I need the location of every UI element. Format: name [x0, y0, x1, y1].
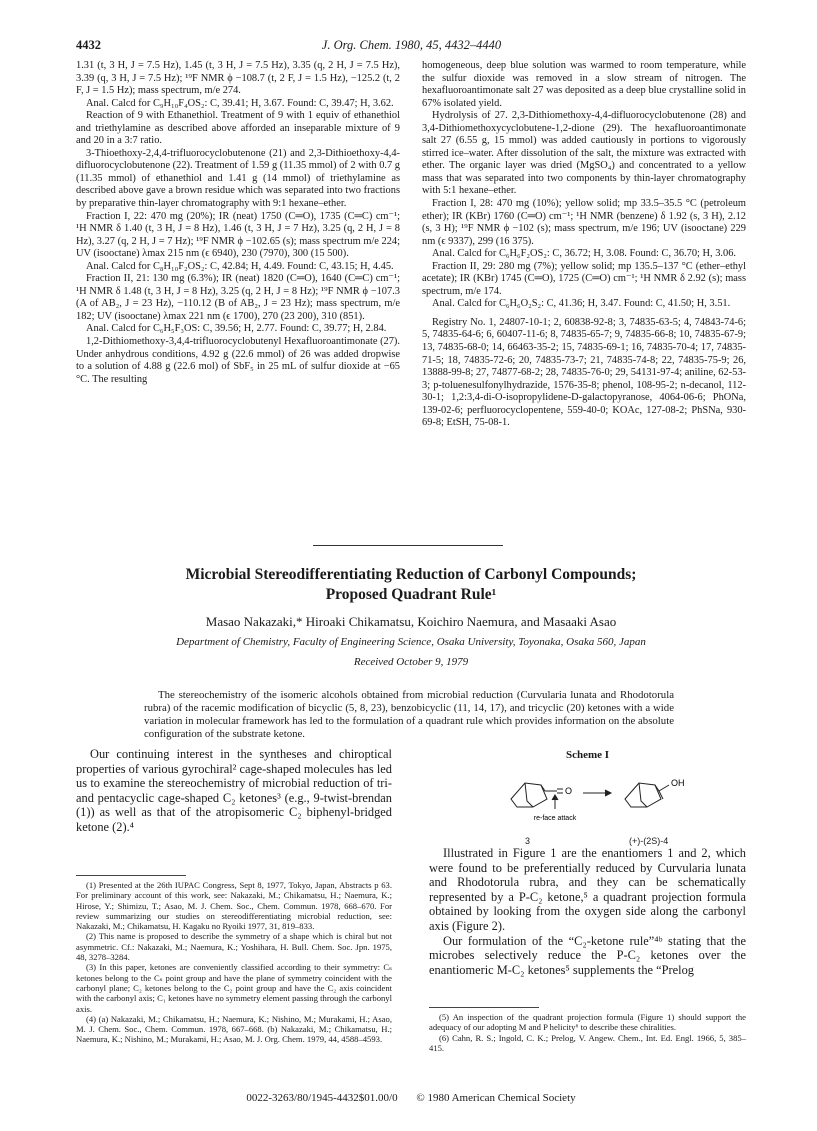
page-footer: [76, 1092, 746, 1104]
scheme-figure: [429, 749, 746, 850]
analysis-paragraph: Anal. Calcd for C₆H₆O₂S₂: C, 41.36; H, 3.47. Found: C, 41.50; H, 3.51.: [432, 298, 731, 310]
experimental-right-column: [422, 60, 746, 430]
footnote: (3) In this paper, ketones are conveniently classified according to their symmetry: Cₛ ketones belong to the Cₛ point group and have the plane of symmetry coincident with the carbonyl plane; C₂ ketones belong to the C₂ point group and have the C₂ axis coincident with the carbonyl axis; C₁ ketones have no symmetry element passing through the carbonyl axis.: [76, 962, 392, 1014]
fraction-paragraph: Fraction I, 22: 470 mg (20%); IR (neat) 1750 (C═O), 1735 (C═C) cm⁻¹; ¹H NMR δ 1.40 (t, 3 H, J = 8 Hz), 1.46 (t, 3 H, J = 7 Hz), 3.25 (q, 2 H, J = 8 Hz), 3.27 (q, 2 H, J = 7 Hz); ¹⁹F NMR ϕ −102.65 (s); mass spectrum m/e 224; UV (isooctane) λmax 215 nm (ϵ 6940), 230 (7970), 300 (15 500).: [76, 210, 400, 260]
received-date: Received October 9, 1979: [353, 656, 469, 668]
footnote-rule: [429, 1007, 539, 1008]
footnote: (5) An inspection of the quadrant projection formula (Figure 1) should support the adequacy of our adopting M and P helicity⁶ to describe these chiralities.: [429, 1012, 746, 1033]
reaction-arrow: [583, 790, 611, 796]
footnote-rule: [76, 875, 186, 876]
attack-label: re-face attack: [533, 815, 577, 822]
hydroxyl-label: OH: [671, 778, 685, 788]
article-subtitle: Proposed Quadrant Rule¹: [325, 586, 497, 603]
discussion-paragraph: Our formulation of the “C₂-ketone rule”⁴ᵇ stating that the microbes selectively reduce the P-C₂ ketones over the enantiomeric M-C₂ ketones⁵ supplements the “Prelog: [429, 933, 746, 977]
reaction-paragraph: Reaction of 9 with Ethanethiol. Treatment of 9 with 1 equiv of ethanethiol and triethylamine as described above afforded an inseparable mixture of 9 and 20 in a 3:7 ratio.: [76, 110, 400, 147]
experimental-left-column: [76, 60, 400, 386]
continuation-paragraph: homogeneous, deep blue solution was warmed to room temperature, while the sulfur dioxide was removed in a slow stream of nitrogen. The hexafluoroantimonate salt 27 was deposited as a deep blue crystalline solid in 67% isolated yield.: [422, 60, 746, 109]
analysis-paragraph: Anal. Calcd for C₆H₅F₃OS: C, 39.56; H, 2.77. Found: C, 39.77; H, 2.84.: [86, 323, 387, 335]
article-title: Microbial Stereodifferentiating Reduction of Carbonyl Compounds;: [185, 566, 637, 583]
compound-3-label: 3: [525, 836, 531, 846]
hydrolysis-paragraph: Hydrolysis of 27. 2,3-Dithiomethoxy-4,4-difluorocyclobutenone (28) and 3,4-Dithiomethoxycyclobutene-1,2-dione (29). The hexafluoroantimonate salt 27 (6.55 g, 15 mmol) was added cautiously in portions to vigorously stirred ice–water. After dissolution of the salt, the mixture was extracted with ether. The organic layer was dried (MgSO₄) and concentrated to a yellow mass that was separated into two components by thin-layer chromatography with 5:1 hexane–ether.: [422, 110, 746, 197]
analysis-paragraph: Anal. Calcd for C₈H₁₀F₂OS₂: C, 42.84; H, 4.49. Found: C, 43.15; H, 4.45.: [86, 260, 394, 272]
footnote: (2) This name is proposed to describe the symmetry of a shape which is chiral but not asymmetric. Cf.: Nakazaki, M.; Naemura, K.; Yoshihara, H. Bull. Chem. Soc. Jpn. 1975, 48, 3278–3284.: [76, 931, 392, 963]
footnote: (1) Presented at the 26th IUPAC Congress, Sept 8, 1977, Tokyo, Japan, Abstracts p 63. For preliminary account of this work, see: Nakazaki, M.; Chikamatsu, H.; Naemura, K.; Hirose, Y.; Shimizu, T.; Asao, M. J. Chem. Soc., Chem. Commun. 1978, 668–670. For review summarizing our studies on stereodifferentiating microbial reduction, see: Nakazaki, M.; Chikamatsu, H. Kagaku no Ryoiki 1977, 31, 819–833.: [76, 880, 392, 932]
fraction-paragraph: Fraction II, 29: 280 mg (7%); yellow solid; mp 135.5–137 °C (ether–ethyl acetate); IR (KBr) 1745 (C═O), 1725 (C═O) cm⁻¹; ¹H NMR δ 2.92 (s); mass spectrum, m/e 174.: [422, 260, 746, 297]
compound-4-label: (+)-(2S)-4: [629, 836, 669, 846]
scheme-label: Scheme I: [565, 749, 610, 761]
copyright-notice: © 1980 American Chemical Society: [416, 1092, 576, 1104]
running-header: [76, 38, 747, 54]
analysis-paragraph: Anal. Calcd for C₆H₆F₂OS₂: C, 36.72; H, 3.08. Found: C, 36.70; H, 3.06.: [432, 248, 736, 260]
introduction-paragraph: Our continuing interest in the syntheses and chiroptical properties of various gyrochiral² cage-shaped molecules has led us to examine the stereochemistry of microbial reduction of tri- and pentacyclic cage-shaped C₂ ketones³ (e.g., 9-twist-brendan (1)) as well as that of the atropisomeric C₂ biphenyl-bridged ketone (2).⁴: [76, 747, 392, 834]
attack-arrow: [552, 795, 558, 809]
abstract: The stereochemistry of the isomeric alcohols obtained from microbial reduction (Curvularia lunata and Rhodotorula rubra) of the racemic modification of bicyclic (5, 8, 23), benzobicyclic (11, 14, 17), and tricyclic (20) ketones with a wide variation in molecular framework has led to the formulation of a quadrant rule which provides information on the absolute configuration of the substrate ketone.: [144, 689, 674, 740]
affiliation: Department of Chemistry, Faculty of Engineering Science, Osaka University, Toyonaka, Osaka 560, Japan: [176, 636, 646, 648]
page-number: 4432: [76, 38, 101, 52]
reaction-scheme-drawing: [429, 761, 746, 831]
footnote: (4) (a) Nakazaki, M.; Chikamatsu, H.; Naemura, K.; Nishino, M.; Murakami, H.; Asao, M. J. Chem. Soc., Chem. Commun. 1978, 667–668. (b) Nakazaki, M.; Chikamatsu, H.; Naemura, K.; Nishino, M.; Murakami, H.; Asao, M. J. Org. Chem. 1979, 44, 4588–4593.: [76, 1013, 392, 1045]
article-code: 0022-3263/80/1945-4432$01.00/0: [246, 1092, 398, 1104]
discussion-paragraph: Illustrated in Figure 1 are the enantiomers 1 and 2, which were found to be preferentially reduced by Curvularia lunata and Rhodotorula rubra, and they can be schematically represented by a P-C₂ ketone,⁵ a quadrant projection formula obtained by looking from the oxygen side along the carbonyl axis (Figure 2).: [429, 846, 746, 933]
nmr-data-paragraph: 1.31 (t, 3 H, J = 7.5 Hz), 1.45 (t, 3 H, J = 7.5 Hz), 3.35 (q, 2 H, J = 7.5 Hz), 3.39 (q, 3 H, J = 7.5 Hz); ¹⁹F NMR ϕ −108.7 (t, 2 F, J = 1.5 Hz), −125.2 (t, 2 F, J = 1.5 Hz); mass spectrum, m/e 274.: [76, 60, 400, 97]
section-divider: [313, 545, 503, 546]
footnotes-left: [76, 880, 392, 1045]
footnote: (6) Cahn, R. S.; Ingold, C. K.; Prelog, V. Angew. Chem., Int. Ed. Engl. 1966, 5, 385–415.: [429, 1032, 746, 1053]
synthesis-paragraph: 3-Thioethoxy-2,4,4-trifluorocyclobutenone (21) and 2,3-Dithioethoxy-4,4-difluorocyclobutenone (22). Treatment of 1.59 g (11.35 mmol) of 2 with 0.7 g (11.35 mmol) of ethanethiol and 1.41 g (14 mmol) of triethylamine as described above gave a brown residue which was separated into two fractions by preparative thin-layer chromatography with 9:1 hexane–ether.: [76, 147, 400, 210]
analysis-paragraph: Anal. Calcd for C₉H₁₀F₄OS₂: C, 39.41; H, 3.67. Found: C, 39.47; H, 3.62.: [86, 97, 394, 109]
footnotes-right: [429, 1012, 746, 1053]
fraction-paragraph: Fraction I, 28: 470 mg (10%); yellow solid; mp 33.5–35.5 °C (petroleum ether); IR (KBr) 1760 (C═O) cm⁻¹; ¹H NMR (benzene) δ 1.92 (s, 3 H), 2.12 (s, 3 H); ¹⁹F NMR ϕ −102 (s); mass spectrum, m/e 196; UV (isooctane) 229 nm (ϵ 9337), 299 (16 375).: [422, 198, 746, 247]
journal-citation: J. Org. Chem. 1980, 45, 4432–4440: [321, 38, 502, 52]
synthesis-paragraph: 1,2-Dithiomethoxy-3,4,4-trifluorocyclobutenyl Hexafluoroantimonate (27). Under anhydrous conditions, 4.92 g (22.6 mmol) of 26 was added dropwise to a solution of 4.88 g (22.6 mol) of SbF₅ in 25 mL of sulfur dioxide at −65 °C. The resulting: [76, 336, 400, 385]
oxygen-label: O: [565, 786, 573, 796]
registry-numbers: Registry No. 1, 24807-10-1; 2, 60838-92-8; 3, 74835-63-5; 4, 74843-74-6; 5, 74835-64-6; 6, 60407-11-6; 8, 74835-65-7; 9, 74835-66-8; 10, 74835-67-9; 13, 74835-68-0; 14, 66463-35-2; 15, 74835-69-1; 16, 74835-70-4; 17, 74835-71-5; 18, 74835-72-6; 20, 74835-73-7; 21, 74835-74-8; 22, 74835-75-9; 26, 13888-99-8; 27, 74877-68-2; 28, 74835-76-0; 29, 54131-97-4; aniline, 62-53-3; p-toluenesulfonylhydrazide, 1576-35-8; phenol, 108-95-2; n-decanol, 112-30-1; 1,2:3,4-di-O-isopropylidene-D-galactopyranose, 4064-06-6; PhONa, 139-02-6; perfluorocyclopentene, 559-40-0; KOAc, 127-08-2; PhSNa, 930-69-8; EtSH, 75-08-1.: [422, 316, 747, 429]
fraction-paragraph: Fraction II, 21: 130 mg (6.3%); IR (neat) 1820 (C═O), 1640 (C═C) cm⁻¹; ¹H NMR δ 1.48 (t, 3 H, J = 8 Hz), 3.25 (q, 2 H, J = 8 Hz); ¹⁹F NMR ϕ −107.3 (A of AB₂, J = 23 Hz), −110.12 (B of AB₂, J = 23 Hz); mass spectrum, m/e 182; UV (isooctane) λmax 221 nm (ϵ 1700), 270 (23 200), 310 (851).: [76, 273, 400, 322]
discussion-column: [429, 846, 746, 977]
author-list: Masao Nakazaki,* Hiroaki Chikamatsu, Koichiro Naemura, and Masaaki Asao: [205, 614, 617, 629]
alcohol-structure: [625, 783, 669, 807]
